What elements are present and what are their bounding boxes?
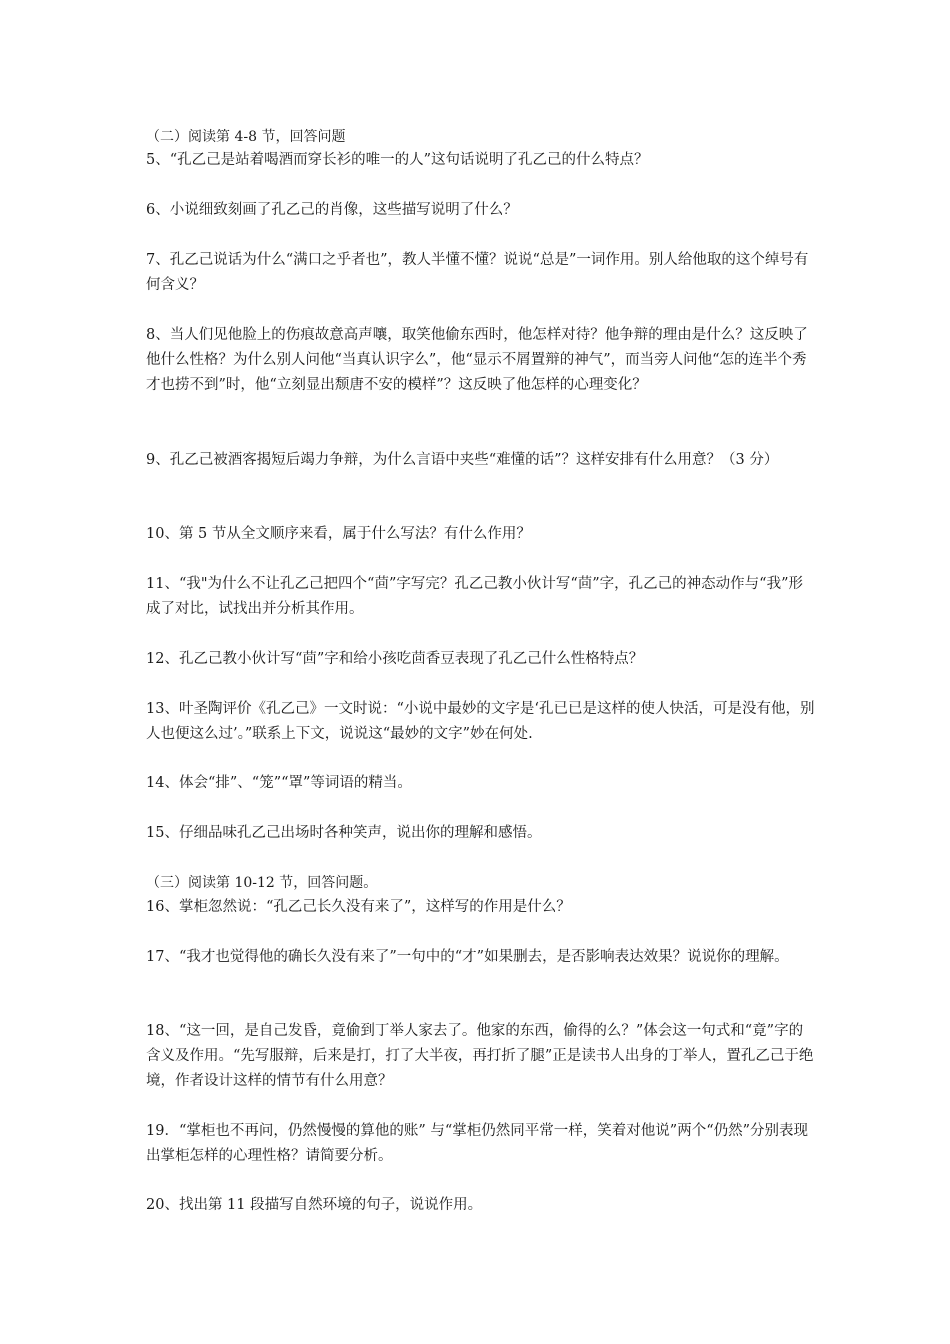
question-5: 5、“孔乙己是站着喝酒而穿长衫的唯一的人”这句话说明了孔乙己的什么特点？ [146,152,649,168]
question-8: 8、当人们见他脸上的伤痕故意高声嚷，取笑他偷东西时，他怎样对待？他争辩的理由是什么？这反映了他什么性格？为什么别人问他“当真认识字么”，他“显示不屑置辩的神气”，而当旁人问他“怎的连半个秀才也捞不到”时，他“立刻显出颓唐不安的模样”？这反映了他怎样的心理变化？ [146,327,808,393]
question-17: 17、“我才也觉得他的确长久没有来了”一句中的“才”如果删去，是否影响表达效果？说说你的理解。 [146,949,789,965]
question-14: 14、体会“排”、“笼”“罩”等词语的精当。 [146,775,412,791]
question-13: 13、叶圣陶评价《孔乙己》一文时说：“小说中最妙的文字是‘孔已已是这样的使人快活，可是没有他，别人也便这么过’。”联系上下文，说说这“最妙的文字”妙在何处. [146,701,815,742]
question-18: 18、“这一回，是自己发昏，竟偷到丁举人家去了。他家的东西，偷得的么？”体会这一句式和“竟”字的含义及作用。“先写服辩，后来是打，打了大半夜，再打折了腿”正是读书人出身的丁举人，置孔乙己于绝境，作者设计这样的情节有什么用意？ [146,1023,814,1089]
question-19: 19．“掌柜也不再问，仍然慢慢的算他的账” 与“掌柜仍然同平常一样，笑着对他说”两个“仍然”分别表现出掌柜怎样的心理性格？请简要分析。 [146,1123,809,1164]
question-6: 6、小说细致刻画了孔乙己的肖像，这些描写说明了什么？ [146,202,518,218]
question-7: 7、孔乙己说话为什么“满口之乎者也”，教人半懂不懂？说说“总是”一词作用。别人给他取的这个绰号有何含义？ [146,252,809,293]
question-16: 16、掌柜忽然说：“孔乙己长久没有来了”，这样写的作用是什么？ [146,899,571,915]
question-12: 12、孔乙己教小伙计写“茴”字和给小孩吃茴香豆表现了孔乙己什么性格特点？ [146,651,644,667]
section-heading-3: （三）阅读第 10-12 节，回答问题。 [146,875,378,891]
question-9: 9、孔乙己被酒客揭短后竭力争辩，为什么言语中夹些“难懂的话”？这样安排有什么用意？（3 分） [146,452,779,468]
question-20: 20、找出第 11 段描写自然环境的句子，说说作用。 [146,1197,483,1213]
question-15: 15、仔细品味孔乙己出场时各种笑声，说出你的理解和感悟。 [146,825,542,841]
question-10: 10、第 5 节从全文顺序来看，属于什么写法？有什么作用？ [146,526,531,542]
section-heading-2: （二）阅读第 4-8 节，回答问题 [146,129,346,145]
question-11: 11、“我"为什么不让孔乙己把四个“茴”字写完？孔乙己教小伙计写“茴”字，孔乙己的神态动作与“我”形成了对比，试找出并分析其作用。 [146,576,804,617]
